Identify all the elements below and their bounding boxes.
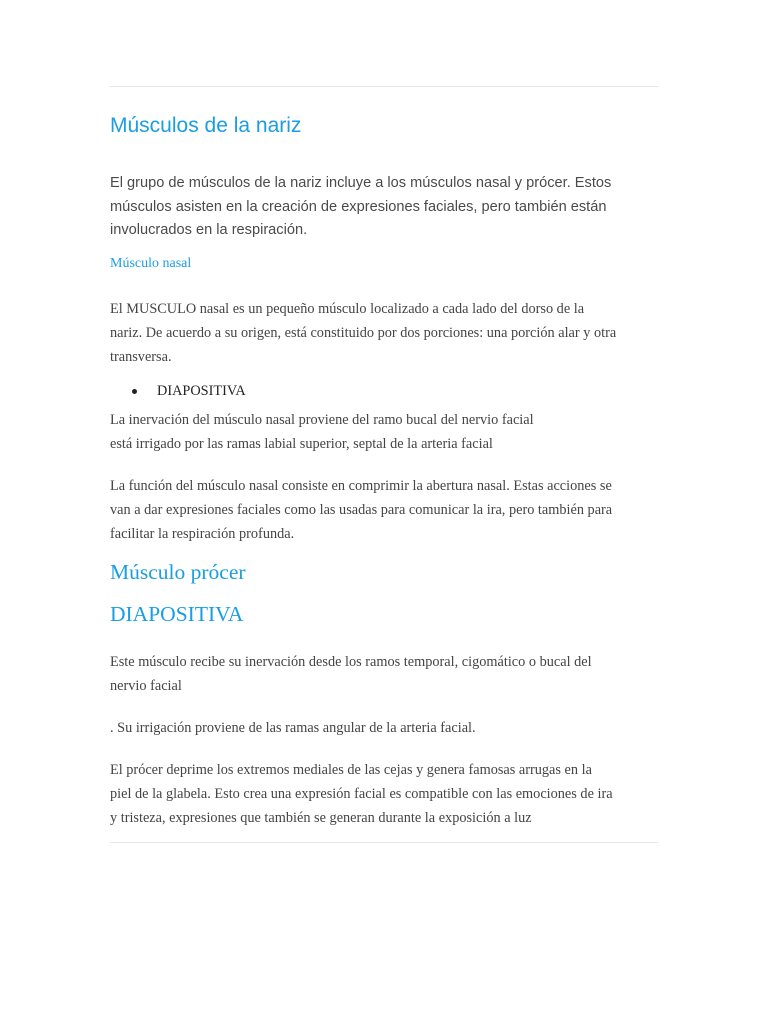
procer-innervation-line: nervio facial (110, 678, 182, 694)
function-paragraph (110, 474, 662, 546)
slide-heading: DIAPOSITIVA (110, 602, 244, 626)
procer-function-line: piel de la glabela. Esto crea una expresión facial es compatible con las emociones de ira (110, 786, 613, 802)
nasal-heading: Músculo nasal (110, 256, 192, 271)
bullet-icon (132, 389, 137, 394)
intro-line: El grupo de músculos de la nariz incluye a los músculos nasal y prócer. Estos (110, 175, 612, 191)
nasal-line: El MUSCULO nasal es un pequeño músculo localizado a cada lado del dorso de la (110, 301, 585, 317)
top-divider (110, 86, 658, 87)
procer-innervation-line: Este músculo recibe su inervación desde los ramos temporal, cigomático o bucal del (110, 654, 592, 670)
bottom-divider (110, 842, 658, 843)
nasal-paragraph (110, 297, 662, 369)
bullet-list (110, 379, 246, 403)
innervation-line: La inervación del músculo nasal proviene del ramo bucal del nervio facial (110, 412, 534, 428)
procer-function-line: y tristeza, expresiones que también se generan durante la exposición a luz (110, 810, 532, 826)
procer-innervation-paragraph (110, 650, 662, 698)
innervation-line: está irrigado por las ramas labial superior, septal de la arteria facial (110, 436, 493, 452)
procer-irrigation-line: . Su irrigación proviene de las ramas angular de la arteria facial. (110, 720, 476, 736)
intro-line: músculos asisten en la creación de expresiones faciales, pero también están (110, 198, 607, 215)
function-line: facilitar la respiración profunda. (110, 526, 295, 542)
procer-function-paragraph (110, 758, 662, 830)
function-line: La función del músculo nasal consiste en comprimir la abertura nasal. Estas acciones se (110, 478, 612, 494)
page-title: Músculos de la nariz (110, 114, 302, 137)
intro-paragraph (110, 172, 658, 243)
intro-line: involucrados en la respiración. (110, 222, 308, 238)
procer-function-line: El prócer deprime los extremos mediales de las cejas y genera famosas arrugas en la (110, 762, 592, 778)
procer-irrigation-paragraph (110, 716, 662, 740)
list-item-label: DIAPOSITIVA (157, 383, 246, 399)
procer-heading: Músculo prócer (110, 560, 246, 584)
list-item (110, 379, 246, 403)
function-line: van a dar expresiones faciales como las usadas para comunicar la ira, pero también para (110, 502, 613, 518)
innervation-paragraph (110, 408, 662, 456)
nasal-line: transversa. (110, 349, 172, 365)
nasal-line: nariz. De acuerdo a su origen, está constituido por dos porciones: una porción alar y otra (110, 325, 617, 341)
